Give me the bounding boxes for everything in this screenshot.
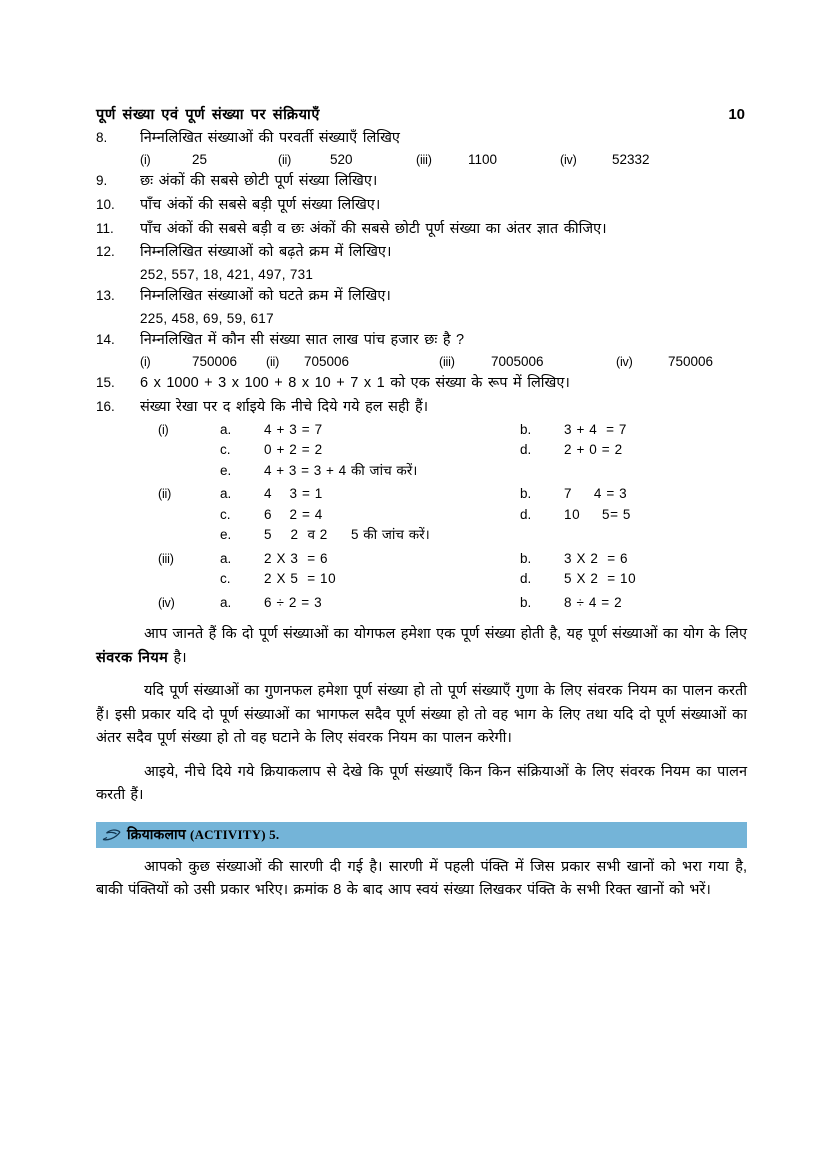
roman-numeral-ii: ( ii ) [278, 153, 291, 167]
page-header [96, 104, 747, 124]
equation-row [96, 461, 747, 482]
equation-expression: 5 X 2 = 10 [564, 571, 637, 587]
option-label [266, 354, 304, 369]
equation-expression: 0 + 2 = 2 [264, 442, 323, 458]
equation-letter: d. [520, 442, 532, 458]
equation-cell-right [520, 549, 780, 570]
equation-expression: 8 ÷ 4 = 2 [564, 594, 623, 610]
option-value: 7005006 [491, 353, 544, 369]
question-text: पाँच अंकों की सबसे बड़ी पूर्ण संख्या लिखिए। [140, 196, 381, 213]
equation-letter: b. [520, 486, 532, 502]
equation-cell-right [520, 569, 780, 590]
question-number: 12. [96, 244, 115, 260]
question-number: 10. [96, 196, 115, 212]
question-13 [96, 287, 747, 306]
option-value: 750006 [668, 353, 714, 369]
equation-group-iv [96, 593, 747, 614]
question-text: पाँच अंकों की सबसे बड़ी व छः अंकों की सबसे छोटी पूर्ण संख्या का अंतर ज्ञात कीजिए। [140, 220, 607, 237]
option-value: 520 [330, 151, 353, 167]
equation-expression: 4 + 3 = 3 + 4 की जांच करें। [264, 462, 418, 478]
equation-letter: d. [520, 506, 532, 522]
feather-pen-icon [102, 827, 122, 843]
equation-expression: 4 + 3 = 7 [264, 421, 323, 437]
equation-expression: 6 ÷ 2 = 3 [264, 594, 323, 610]
page-title: पूर्ण संख्या एवं पूर्ण संख्या पर संक्रियाएँ [96, 107, 321, 123]
equation-row [96, 440, 747, 461]
option-value: 705006 [304, 353, 350, 369]
question-14 [96, 331, 747, 350]
equation-letter: a. [220, 594, 232, 610]
equation-letter: d. [520, 571, 532, 587]
equation-cell-left [220, 505, 520, 526]
question-9 [96, 172, 747, 191]
roman-numeral-ii: ( ii ) [266, 355, 279, 369]
equation-expression: 7 4 = 3 [564, 486, 628, 502]
paragraph-activity-intro: आइये, नीचे दिये गये क्रियाकलाप से देखे कि पूर्ण संख्याएँ किन किन संक्रियाओं के लिए संवरक नियम का पालन करती हैं। [96, 763, 747, 804]
roman-numeral-iv: ( iv ) [616, 355, 633, 369]
equation-letter: c. [220, 571, 231, 587]
roman-numeral-iii: ( iii ) [439, 355, 455, 369]
equation-row [96, 569, 747, 590]
equation-letter: c. [220, 442, 231, 458]
question-15 [96, 374, 747, 393]
question-text: संख्या रेखा पर द र्शाइये कि नीचे दिये गये हल सही हैं। [140, 398, 429, 415]
paragraph-closure-addition [96, 623, 747, 670]
page-number: 10 [728, 106, 745, 123]
option-label [416, 152, 468, 167]
equation-cell-left [220, 549, 520, 570]
equation-row [96, 525, 747, 546]
activity-banner-label [127, 825, 279, 844]
equation-cell-left [220, 440, 520, 461]
roman-numeral-i: ( i ) [140, 153, 151, 167]
question-text: छः अंकों की सबसे छोटी पूर्ण संख्या लिखिए। [140, 172, 378, 189]
equation-cell-right [520, 505, 780, 526]
equation-expression: 3 X 2 = 6 [564, 550, 629, 566]
equation-letter: b. [520, 550, 532, 566]
equation-letter: e. [220, 527, 232, 543]
roman-numeral-i: ( i ) [140, 355, 151, 369]
paragraph-text-post: है। [168, 649, 187, 666]
equation-letter: a. [220, 421, 232, 437]
question-number: 15. [96, 374, 115, 390]
question-number: 16. [96, 398, 115, 414]
question-8-options [96, 152, 747, 167]
question-number: 11. [96, 220, 114, 236]
activity-label-hindi: क्रियाकलाप [127, 826, 186, 843]
equation-letter: c. [220, 506, 231, 522]
equation-cell-left [220, 569, 520, 590]
closure-law-term: संवरक नियम [96, 649, 169, 666]
equation-letter: b. [520, 594, 532, 610]
equation-group-iii [96, 549, 747, 590]
roman-numeral-iv: ( iv ) [560, 153, 577, 167]
group-roman-numeral: ( iv ) [96, 594, 220, 613]
option-value: 25 [192, 151, 208, 167]
equation-cell-left [220, 420, 520, 441]
group-roman-numeral: ( ii ) [96, 485, 220, 504]
question-12 [96, 243, 747, 262]
equation-group-i [96, 420, 747, 482]
equation-expression: 4 3 = 1 [264, 486, 323, 502]
question-text: निम्नलिखित में कौन सी संख्या सात लाख पांच हजार छः है ? [140, 332, 465, 349]
equation-row [96, 549, 747, 570]
question-13-number-list: 225, 458, 69, 59, 617 [140, 311, 274, 327]
equation-cell-left [220, 525, 520, 546]
paragraph-text-pre: आप जानते हैं कि दो पूर्ण संख्याओं का योगफल हमेशा एक पूर्ण संख्या होती है, यह पूर्ण संख्याओं का योग के लिए [144, 626, 747, 643]
equation-expression: 2 X 5 = 10 [264, 571, 337, 587]
equation-letter: e. [220, 462, 232, 478]
equation-row [96, 505, 747, 526]
equation-cell-right [520, 484, 780, 505]
question-14-options [96, 354, 747, 369]
option-label [278, 152, 330, 167]
question-number: 8. [96, 130, 108, 145]
question-text: निम्नलिखित संख्याओं की परवर्ती संख्याएँ लिखिए [140, 130, 400, 146]
equation-expression: 10 5= 5 [564, 506, 632, 522]
activity-instructions: आपको कुछ संख्याओं की सारणी दी गई है। सारणी में पहली पंक्ति में जिस प्रकार सभी खानों को भरा गया है, बाकी पंक्तियों को उसी प्रकार भरिए। क्रमांक 8 के बाद आप स्वयं संख्या लिखकर पंक्ति के सभी रिक्त खानों को भरें। [96, 858, 747, 899]
option-label [140, 152, 192, 167]
option-label [560, 152, 612, 167]
equation-cell-right [520, 440, 780, 461]
roman-numeral-iii: ( iii ) [416, 153, 432, 167]
group-roman-numeral: ( i ) [96, 421, 220, 440]
option-label [140, 354, 192, 369]
equation-expression: 5 2 व 2 5 की जांच करें। [264, 527, 430, 543]
activity-banner [96, 822, 747, 848]
equation-expression: 3 + 4 = 7 [564, 421, 628, 437]
equation-cell-right [520, 593, 780, 614]
question-number: 14. [96, 332, 115, 348]
question-12-number-list: 252, 557, 18, 421, 497, 731 [140, 267, 314, 283]
question-number: 9. [96, 172, 108, 188]
equation-cell-left [220, 484, 520, 505]
question-11 [96, 220, 747, 239]
question-text: 6 x 1000 + 3 x 100 + 8 x 10 + 7 x 1 को एक संख्या के रूप में लिखिए। [140, 374, 570, 391]
equation-letter: a. [220, 550, 232, 566]
equation-group-ii [96, 484, 747, 546]
option-value: 750006 [192, 353, 238, 369]
question-text: निम्नलिखित संख्याओं को घटते क्रम में लिखिए। [140, 288, 391, 305]
equation-row [96, 484, 747, 505]
equation-expression: 6 2 = 4 [264, 506, 323, 522]
equation-expression: 2 X 3 = 6 [264, 550, 329, 566]
equation-expression: 2 + 0 = 2 [564, 442, 623, 458]
equation-row [96, 593, 747, 614]
equation-cell-right [520, 420, 780, 441]
paragraph-closure-other-ops: यदि पूर्ण संख्याओं का गुणनफल हमेशा पूर्ण संख्या हो तो पूर्ण संख्याएँ गुणा के लिए संवरक नियम का पालन करती हैं। इसी प्रकार यदि दो पूर्ण संख्याओं का भागफल सदैव पूर्ण संख्या हो तो वह भाग के लिए तथा यदि दो पूर्ण संख्याओं का अंतर सदैव पूर्ण संख्या हो तो वह घटाने के लिए संवरक नियम का पालन करेगी। [96, 683, 747, 747]
equation-cell-left [220, 461, 520, 482]
question-number: 13. [96, 288, 115, 304]
question-10 [96, 196, 747, 215]
activity-label-english: (ACTIVITY) 5. [190, 827, 280, 843]
equation-row [96, 420, 747, 441]
question-16 [96, 398, 747, 417]
group-roman-numeral: ( iii ) [96, 550, 220, 569]
option-label [439, 354, 491, 369]
question-8 [96, 129, 747, 148]
equation-cell-left [220, 593, 520, 614]
equation-letter: b. [520, 421, 532, 437]
option-label [616, 354, 668, 369]
question-text: निम्नलिखित संख्याओं को बढ़ते क्रम में लिखिए। [140, 244, 392, 261]
option-value: 1100 [468, 151, 498, 167]
equation-letter: a. [220, 486, 232, 502]
option-value: 52332 [612, 151, 650, 167]
